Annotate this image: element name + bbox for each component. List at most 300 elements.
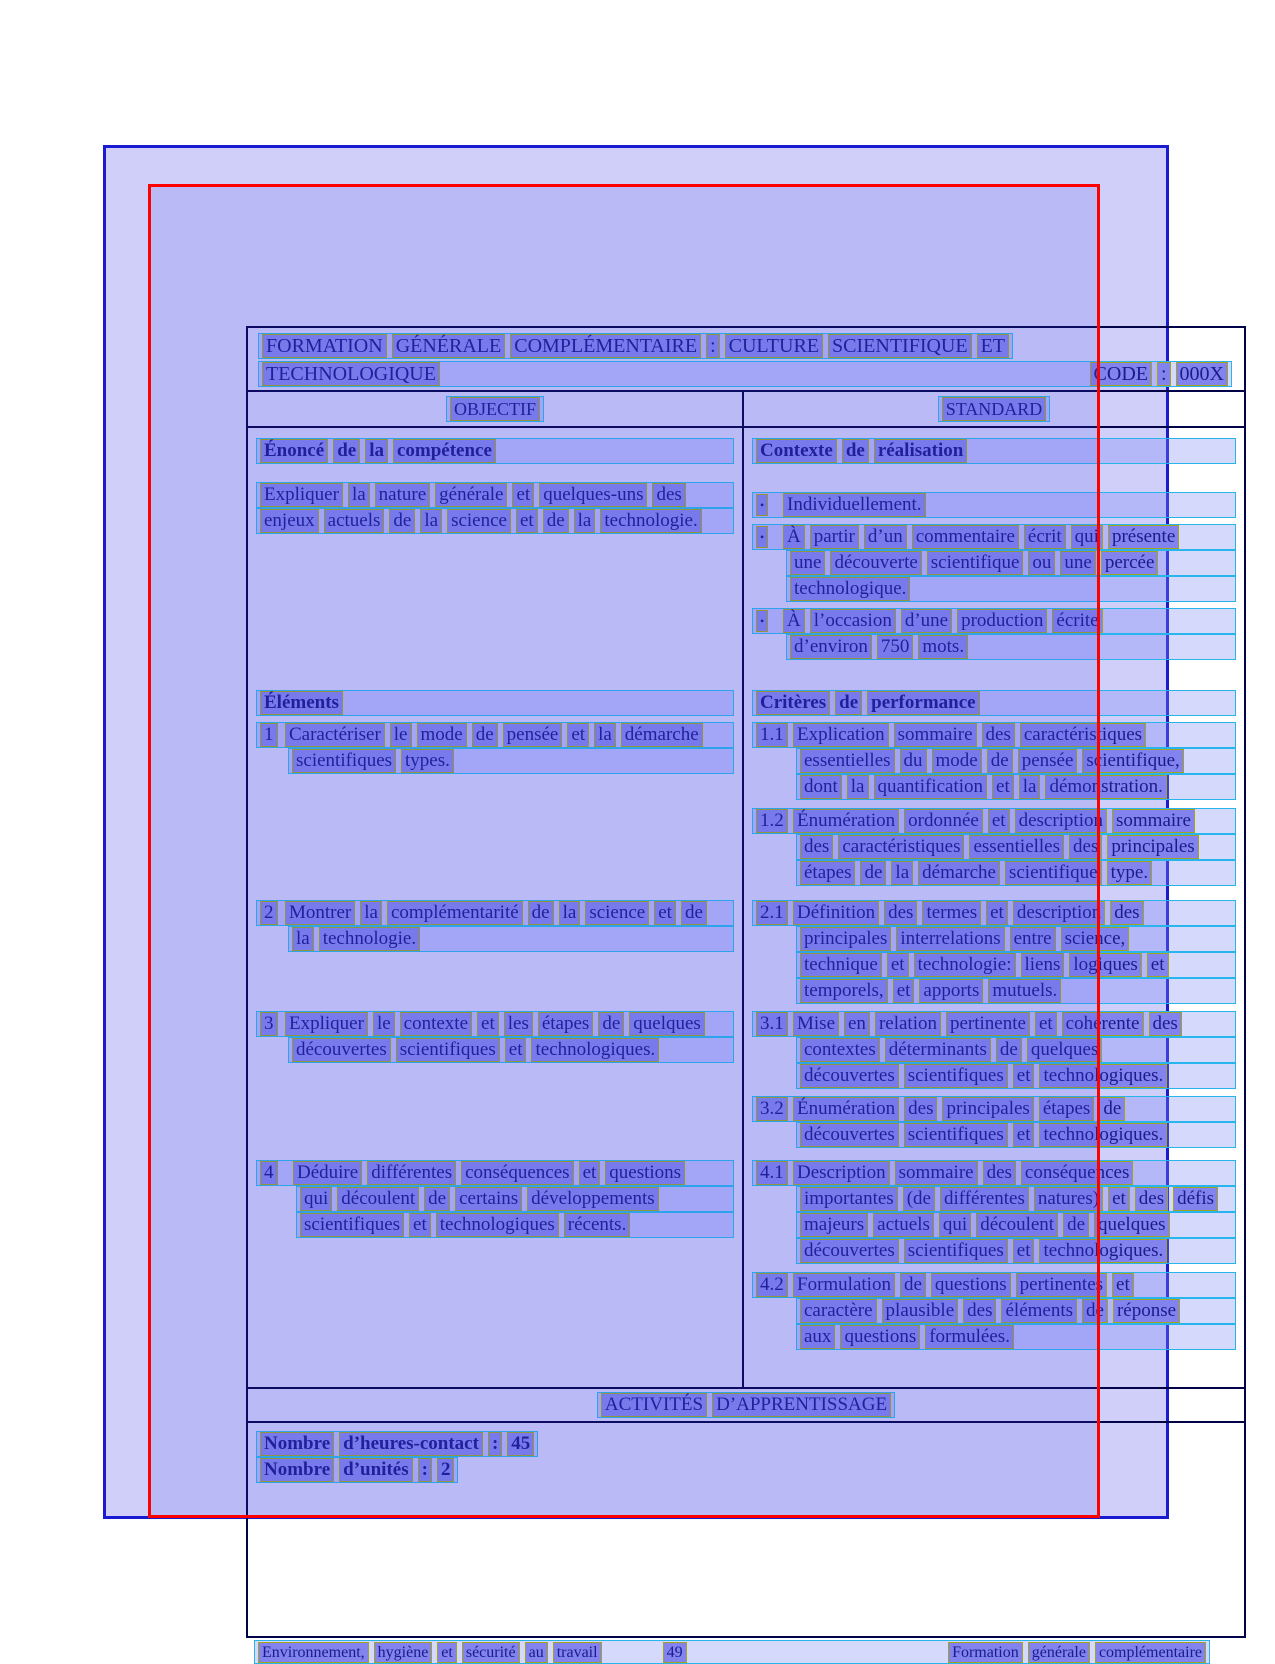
- word-box: démarche: [621, 723, 703, 747]
- word-box: présente: [1108, 525, 1179, 549]
- ocr-line-box: [752, 1096, 1236, 1122]
- standard-column: [744, 428, 1244, 1387]
- word-box: essentielles: [800, 749, 895, 773]
- word-box: de: [472, 723, 498, 747]
- word-box: Formation: [948, 1642, 1023, 1663]
- ocr-line-box: [258, 361, 1232, 387]
- word-box: de: [1063, 1213, 1089, 1237]
- ocr-line-box: [288, 748, 734, 774]
- ocr-line-box: [288, 926, 734, 952]
- word-box: questions: [931, 1273, 1011, 1297]
- ocr-text: [800, 979, 1061, 1003]
- ocr-line-box: [796, 774, 1236, 800]
- word-box: GÉNÉRALE: [392, 334, 506, 358]
- word-box: de: [900, 1273, 926, 1297]
- ocr-line-box: [256, 508, 734, 534]
- ocr-line-box: [796, 926, 1236, 952]
- word-box: et: [505, 1038, 527, 1062]
- ocr-text: [292, 927, 420, 951]
- ocr-text: [292, 749, 454, 773]
- word-box: complémentaire: [1095, 1642, 1206, 1663]
- word-box: nature: [375, 483, 430, 507]
- critere-1-2: [752, 808, 1236, 886]
- word-box: plausible: [882, 1299, 959, 1323]
- ocr-line-box: [752, 524, 1236, 550]
- item-number: [756, 1097, 788, 1121]
- ocr-text: [800, 1299, 1180, 1323]
- word-box: essentielles: [969, 835, 1064, 859]
- word-box: scientifiques: [396, 1038, 500, 1062]
- ocr-line-box: [752, 1160, 1236, 1186]
- word-box: de: [333, 439, 360, 463]
- word-box: et: [567, 723, 589, 747]
- word-box: ou: [1028, 551, 1055, 575]
- critere-2-1: [752, 900, 1236, 1004]
- word-box: technologie:: [914, 953, 1016, 977]
- word-box: démarche: [918, 861, 1000, 885]
- word-box: la: [420, 509, 442, 533]
- word-box: des: [983, 1161, 1016, 1185]
- word-box: description: [1015, 809, 1107, 833]
- word-box: de: [598, 1012, 624, 1036]
- word-box: 3.2: [756, 1097, 788, 1121]
- word-box: ET: [977, 334, 1009, 358]
- word-box: :: [418, 1458, 432, 1482]
- word-box: conséquences: [1021, 1161, 1133, 1185]
- ocr-line-box: [796, 1212, 1236, 1238]
- word-box: les: [504, 1012, 533, 1036]
- competence-statement: [256, 482, 734, 534]
- word-box: •: [756, 526, 768, 548]
- word-box: et: [1108, 1187, 1130, 1211]
- ocr-line-box: [288, 1037, 734, 1063]
- word-box: différentes: [367, 1161, 456, 1185]
- word-box: commentaire: [912, 525, 1019, 549]
- ocr-text: [793, 1161, 1133, 1185]
- word-box: 3: [260, 1012, 278, 1036]
- word-box: l’occasion: [810, 609, 896, 633]
- word-box: Explication: [793, 723, 889, 747]
- word-box: dont: [800, 775, 842, 799]
- word-box: Individuellement.: [783, 493, 926, 517]
- title-line-1: [258, 333, 1232, 359]
- word-box: apports: [919, 979, 983, 1003]
- word-box: des: [1110, 901, 1143, 925]
- contact-hours-label: [260, 1432, 502, 1456]
- word-box: réponse: [1113, 1299, 1180, 1323]
- ocr-line-box: [752, 690, 1236, 716]
- objectif-header: [450, 397, 540, 421]
- word-box: technologiques.: [531, 1038, 659, 1062]
- word-box: cohérente: [1062, 1012, 1144, 1036]
- word-box: scientifiques: [300, 1213, 404, 1237]
- word-box: principales: [800, 927, 891, 951]
- ocr-line-box: [752, 722, 1236, 748]
- word-box: percée: [1101, 551, 1159, 575]
- word-box: importantes: [800, 1187, 898, 1211]
- word-box: CULTURE: [725, 334, 823, 358]
- ocr-line-box: [752, 808, 1236, 834]
- word-box: termes: [922, 901, 981, 925]
- critere-3-1: [752, 1011, 1236, 1089]
- contexte-bullet-1: [752, 492, 1236, 518]
- word-box: 49: [663, 1642, 687, 1663]
- word-box: 1.2: [756, 809, 788, 833]
- word-box: :: [1157, 362, 1171, 386]
- word-box: COMPLÉMENTAIRE: [510, 334, 701, 358]
- document-page: [103, 145, 1224, 1661]
- word-box: la: [360, 901, 382, 925]
- word-box: science: [585, 901, 649, 925]
- word-box: Expliquer: [260, 483, 343, 507]
- ocr-text: [800, 749, 1184, 773]
- item-number: [756, 809, 788, 833]
- word-box: la: [348, 483, 370, 507]
- word-box: :: [706, 334, 720, 358]
- word-box: relation: [875, 1012, 941, 1036]
- word-box: en: [844, 1012, 870, 1036]
- word-box: mutuels.: [988, 979, 1061, 1003]
- word-box: de: [681, 901, 707, 925]
- word-box: découvertes: [800, 1123, 899, 1147]
- word-box: aux: [800, 1325, 835, 1349]
- word-box: scientifique,: [1082, 749, 1183, 773]
- item-number: [756, 723, 788, 747]
- ocr-text: [790, 577, 910, 601]
- ocr-text: [790, 635, 968, 659]
- word-box: scientifiques: [904, 1064, 1008, 1088]
- word-box: quelques: [1027, 1038, 1103, 1062]
- word-box: et: [477, 1012, 499, 1036]
- word-box: la: [1019, 775, 1041, 799]
- word-box: sommaire: [1112, 809, 1195, 833]
- ocr-text: [285, 723, 703, 747]
- ocr-line-box: [256, 482, 734, 508]
- ocr-line-box: [256, 438, 734, 464]
- word-box: des: [884, 901, 917, 925]
- word-box: pertinentes: [1016, 1273, 1107, 1297]
- word-box: Montrer: [285, 901, 355, 925]
- word-box: sommaire: [894, 723, 977, 747]
- word-box: la: [594, 723, 616, 747]
- objectif-column: [248, 428, 744, 1387]
- word-box: description: [1013, 901, 1105, 925]
- word-box: une: [1060, 551, 1095, 575]
- word-box: STANDARD: [942, 397, 1047, 421]
- document-title: [262, 334, 1009, 358]
- word-box: et: [1013, 1123, 1035, 1147]
- ocr-line-box: [254, 1640, 1210, 1664]
- word-box: technologiques.: [1039, 1123, 1167, 1147]
- contexte-bullet-3: [752, 608, 1236, 660]
- column-headers-row: [248, 392, 1244, 428]
- word-box: majeurs: [800, 1213, 868, 1237]
- ocr-line-box: [752, 1272, 1236, 1298]
- word-box: (de: [903, 1187, 935, 1211]
- ocr-line-box: [796, 978, 1236, 1004]
- word-box: pensée: [503, 723, 563, 747]
- ocr-text: [800, 1187, 1218, 1211]
- word-box: le: [373, 1012, 395, 1036]
- word-box: qui: [939, 1213, 971, 1237]
- word-box: Éléments: [260, 691, 343, 715]
- word-box: performance: [867, 691, 979, 715]
- word-box: logiques: [1069, 953, 1141, 977]
- word-box: technologie.: [600, 509, 701, 533]
- critere-4-1: [752, 1160, 1236, 1264]
- word-box: qui: [300, 1187, 332, 1211]
- item-number: [756, 1273, 788, 1297]
- word-box: temporels,: [800, 979, 888, 1003]
- title-line-2: [258, 361, 1232, 387]
- word-box: 45: [507, 1432, 534, 1456]
- title-row: [248, 328, 1244, 392]
- ocr-line-box: [256, 690, 734, 716]
- word-box: et: [1035, 1012, 1057, 1036]
- word-box: la: [891, 861, 913, 885]
- contact-hours-value: [507, 1432, 534, 1456]
- ocr-line-box: [752, 438, 1236, 464]
- word-box: caractéristiques: [838, 835, 964, 859]
- word-box: une: [790, 551, 825, 575]
- word-box: actuels: [873, 1213, 934, 1237]
- ocr-line-box: [796, 1298, 1236, 1324]
- word-box: de: [835, 691, 862, 715]
- word-box: technologiques: [436, 1213, 559, 1237]
- word-box: et: [654, 901, 676, 925]
- word-box: découvertes: [800, 1239, 899, 1263]
- word-box: étapes: [1039, 1097, 1094, 1121]
- word-box: et: [986, 901, 1008, 925]
- word-box: Définition: [793, 901, 879, 925]
- units-label: [260, 1458, 432, 1482]
- word-box: de: [389, 509, 415, 533]
- word-box: et: [579, 1161, 601, 1185]
- activities-heading: [601, 1393, 891, 1417]
- word-box: 1: [260, 723, 278, 747]
- ocr-line-box: [796, 834, 1236, 860]
- ocr-text: [793, 1097, 1125, 1121]
- word-box: À: [783, 525, 805, 549]
- word-box: récents.: [564, 1213, 631, 1237]
- word-box: de: [842, 439, 869, 463]
- ocr-text: [800, 1064, 1167, 1088]
- ocr-line-box: [796, 952, 1236, 978]
- ocr-text: [300, 1213, 630, 1237]
- item-number: [260, 901, 280, 925]
- word-box: écrite: [1052, 609, 1102, 633]
- ocr-text: [800, 861, 1152, 885]
- word-box: et: [1013, 1064, 1035, 1088]
- word-box: Formulation: [793, 1273, 895, 1297]
- word-box: •: [756, 610, 768, 632]
- word-box: éléments: [1001, 1299, 1077, 1323]
- ocr-line-box: [786, 634, 1236, 660]
- element-item-4: [256, 1160, 734, 1238]
- ocr-text: [800, 835, 1199, 859]
- word-box: quantification: [874, 775, 988, 799]
- hours-row: [248, 1423, 1244, 1636]
- word-box: technologiques.: [1039, 1064, 1167, 1088]
- word-box: partir: [810, 525, 859, 549]
- word-box: d’unités: [339, 1458, 412, 1482]
- ocr-line-box: [258, 333, 1013, 359]
- ocr-line-box: [296, 1186, 734, 1212]
- ocr-line-box: [786, 550, 1236, 576]
- ocr-text: [800, 1038, 1102, 1062]
- word-box: de: [1099, 1097, 1125, 1121]
- word-box: quelques-uns: [539, 483, 647, 507]
- word-box: TECHNOLOGIQUE: [262, 362, 440, 386]
- content-columns-row: [248, 428, 1244, 1389]
- ocr-text: [793, 723, 1146, 747]
- word-box: certains: [455, 1187, 522, 1211]
- ocr-text: [800, 775, 1167, 799]
- document-title-continued: [262, 362, 440, 386]
- ocr-line-box: [256, 722, 734, 748]
- word-box: :: [488, 1432, 502, 1456]
- contact-hours-line: [256, 1431, 1236, 1457]
- word-box: 2: [437, 1458, 455, 1482]
- word-box: des: [652, 483, 685, 507]
- word-box: Énumération: [793, 809, 899, 833]
- word-box: ordonnée: [904, 809, 983, 833]
- ocr-text: [783, 525, 1179, 549]
- word-box: contexte: [400, 1012, 472, 1036]
- word-box: caractère: [800, 1299, 877, 1323]
- word-box: Nombre: [260, 1458, 334, 1482]
- ocr-text: [800, 927, 1129, 951]
- word-box: contextes: [800, 1038, 880, 1062]
- page-footer: [254, 1640, 1210, 1664]
- word-box: CODE: [1090, 362, 1152, 386]
- word-box: ACTIVITÉS: [601, 1393, 707, 1417]
- word-box: démonstration.: [1045, 775, 1166, 799]
- word-box: la: [292, 927, 314, 951]
- word-box: le: [390, 723, 412, 747]
- word-box: 3.1: [756, 1012, 788, 1036]
- word-box: d’un: [864, 525, 907, 549]
- word-box: Expliquer: [285, 1012, 368, 1036]
- ocr-line-box: [256, 1457, 458, 1483]
- ocr-line-box: [597, 1392, 895, 1418]
- course-code: [1090, 362, 1228, 386]
- footer-left-text: [258, 1642, 602, 1663]
- word-box: des: [982, 723, 1015, 747]
- ocr-text: [790, 551, 1158, 575]
- word-box: de: [424, 1187, 450, 1211]
- word-box: travail: [553, 1642, 602, 1663]
- ocr-line-box: [256, 1431, 538, 1457]
- word-box: scientifiques: [904, 1123, 1008, 1147]
- word-box: entre: [1010, 927, 1056, 951]
- word-box: réalisation: [874, 439, 968, 463]
- objective-standard-table: [246, 326, 1246, 1638]
- word-box: conséquences: [461, 1161, 573, 1185]
- word-box: questions: [605, 1161, 685, 1185]
- page-number: [663, 1642, 687, 1663]
- word-box: et: [988, 809, 1010, 833]
- ocr-text: [800, 1123, 1167, 1147]
- word-box: pertinente: [946, 1012, 1030, 1036]
- word-box: SCIENTIFIQUE: [828, 334, 972, 358]
- word-box: mode: [932, 749, 982, 773]
- word-box: déterminants: [885, 1038, 991, 1062]
- ocr-text: [800, 1213, 1170, 1237]
- word-box: des: [1069, 835, 1102, 859]
- word-box: de: [860, 861, 886, 885]
- element-item-3: [256, 1011, 734, 1063]
- word-box: et: [1147, 953, 1169, 977]
- word-box: 2: [260, 901, 278, 925]
- element-item-1: [256, 722, 734, 774]
- word-box: sécurité: [462, 1642, 520, 1663]
- word-box: de: [996, 1038, 1022, 1062]
- ocr-text: [260, 509, 702, 533]
- item-number: [260, 1012, 280, 1036]
- word-box: Contexte: [756, 439, 837, 463]
- ocr-line-box: [752, 900, 1236, 926]
- word-box: et: [437, 1642, 457, 1663]
- ocr-text: [292, 1038, 659, 1062]
- word-box: Environnement,: [258, 1642, 369, 1663]
- word-box: technologique.: [790, 577, 910, 601]
- word-box: de: [987, 749, 1013, 773]
- word-box: type.: [1107, 861, 1152, 885]
- word-box: des: [1149, 1012, 1182, 1036]
- units-line: [256, 1457, 1236, 1483]
- word-box: et: [409, 1213, 431, 1237]
- word-box: Caractériser: [285, 723, 385, 747]
- word-box: questions: [840, 1325, 920, 1349]
- element-item-2: [256, 900, 734, 952]
- ocr-text: [783, 493, 926, 517]
- ocr-text: [285, 1012, 705, 1036]
- ocr-text: [793, 1012, 1182, 1036]
- word-box: la: [365, 439, 388, 463]
- word-box: Critères: [756, 691, 830, 715]
- footer-right-text: [948, 1642, 1206, 1663]
- word-box: générale: [1028, 1642, 1090, 1663]
- activities-row: [248, 1389, 1244, 1423]
- word-box: Nombre: [260, 1432, 334, 1456]
- word-box: écrit: [1024, 525, 1066, 549]
- ocr-line-box: [796, 748, 1236, 774]
- word-box: Énumération: [793, 1097, 899, 1121]
- word-box: étapes: [800, 861, 855, 885]
- word-box: découvertes: [800, 1064, 899, 1088]
- word-box: principales: [942, 1097, 1033, 1121]
- word-box: 4: [260, 1161, 278, 1185]
- word-box: OBJECTIF: [450, 397, 540, 421]
- word-box: au: [525, 1642, 548, 1663]
- word-box: quelques: [629, 1012, 705, 1036]
- word-box: science,: [1061, 927, 1130, 951]
- word-box: de: [1082, 1299, 1108, 1323]
- word-box: Énoncé: [260, 439, 328, 463]
- word-box: sommaire: [895, 1161, 978, 1185]
- word-box: 000X: [1176, 362, 1228, 386]
- criteres-heading: [752, 690, 1236, 716]
- ocr-line-box: [752, 608, 1236, 634]
- word-box: et: [992, 775, 1014, 799]
- word-box: principales: [1107, 835, 1198, 859]
- word-box: d’environ: [790, 635, 872, 659]
- word-box: différentes: [940, 1187, 1029, 1211]
- word-box: Description: [793, 1161, 890, 1185]
- ocr-line-box: [796, 1122, 1236, 1148]
- ocr-text: [793, 1273, 1134, 1297]
